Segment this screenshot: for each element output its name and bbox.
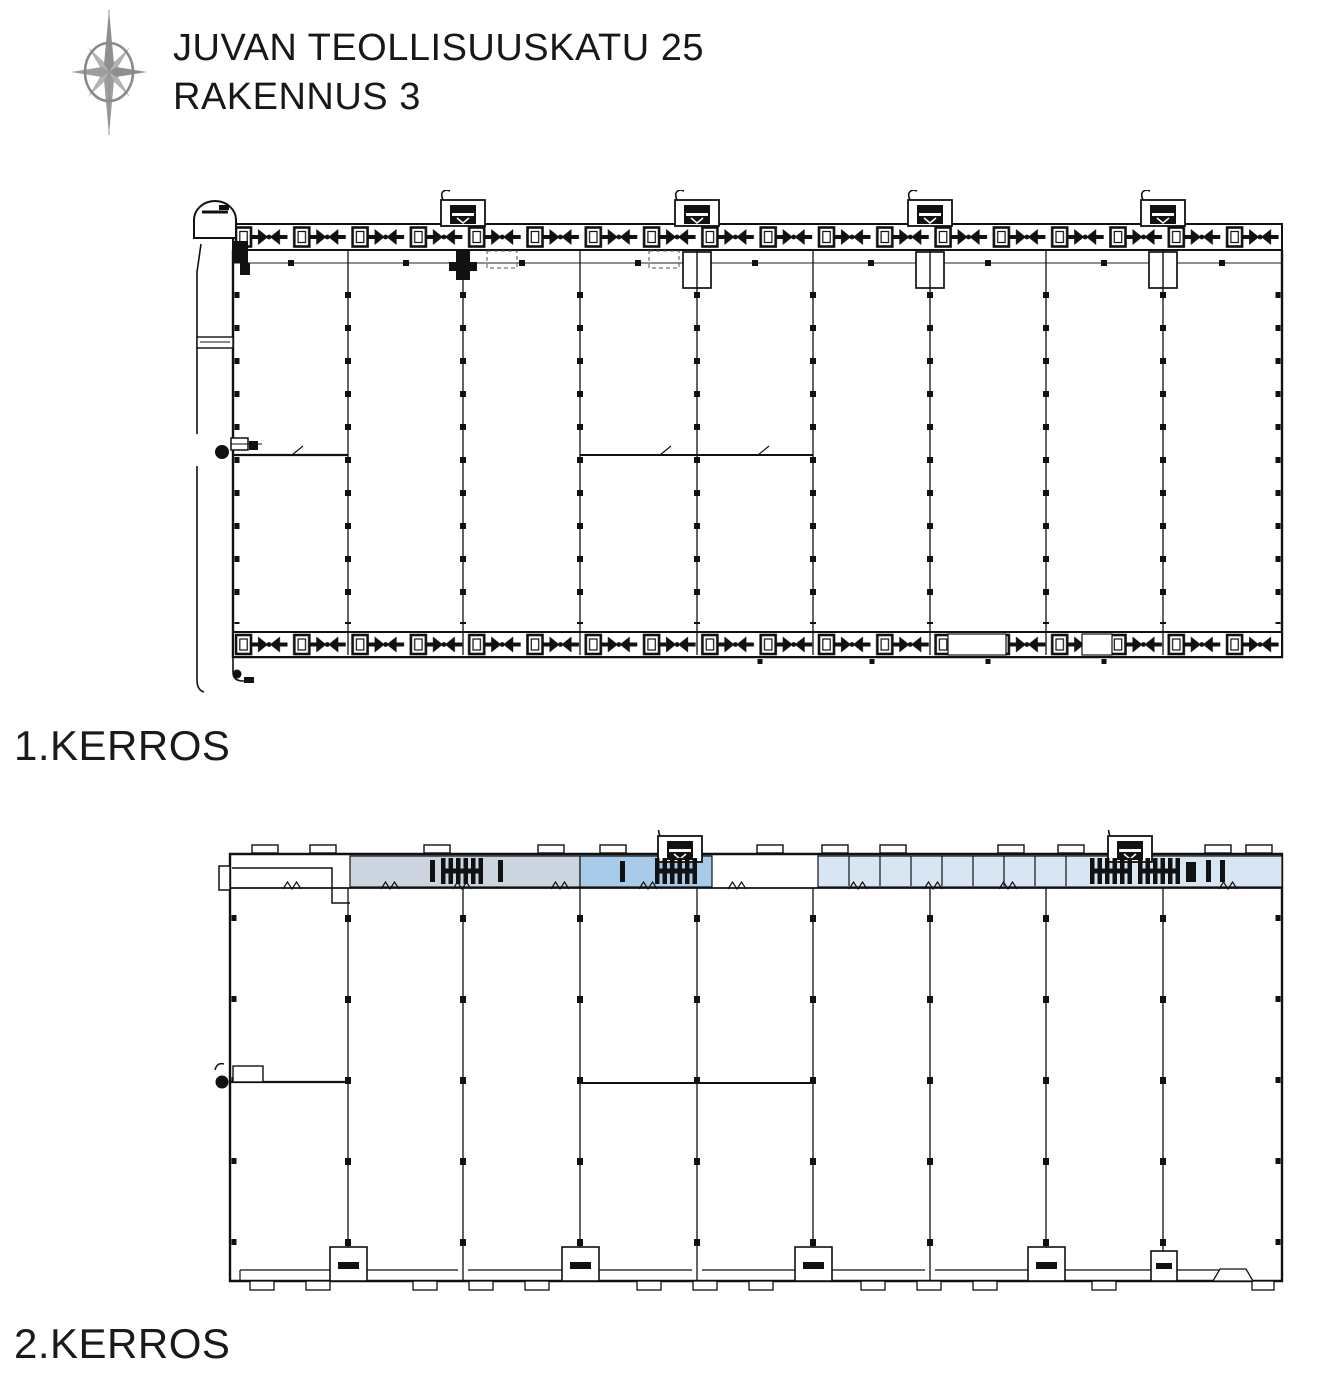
floor2-plan bbox=[175, 830, 1318, 1308]
compass-rose-icon bbox=[66, 6, 152, 138]
floor1-plan bbox=[175, 190, 1318, 702]
floor1-partition-walls bbox=[233, 446, 813, 455]
highlight-light-blue bbox=[818, 856, 1282, 887]
floor2-label: 2.KERROS bbox=[14, 1320, 231, 1367]
floor1-outer-wall bbox=[233, 250, 1282, 657]
title-block bbox=[173, 24, 704, 122]
page-subtitle: RAKENNUS 3 bbox=[173, 76, 421, 118]
floor1-top-facade bbox=[233, 224, 1282, 250]
floor1-column-grid bbox=[237, 250, 1278, 655]
floor1-inner-line bbox=[233, 251, 1282, 268]
floor2-outer-wall bbox=[230, 854, 1282, 1281]
floor1-left-canopy bbox=[194, 201, 262, 692]
floor1-bottom-facade bbox=[233, 632, 1282, 664]
page-title: JUVAN TEOLLISUUSKATU 25 bbox=[173, 27, 704, 69]
floor1-roof-shafts bbox=[441, 190, 1185, 226]
floor1-label: 1.KERROS bbox=[14, 722, 231, 769]
